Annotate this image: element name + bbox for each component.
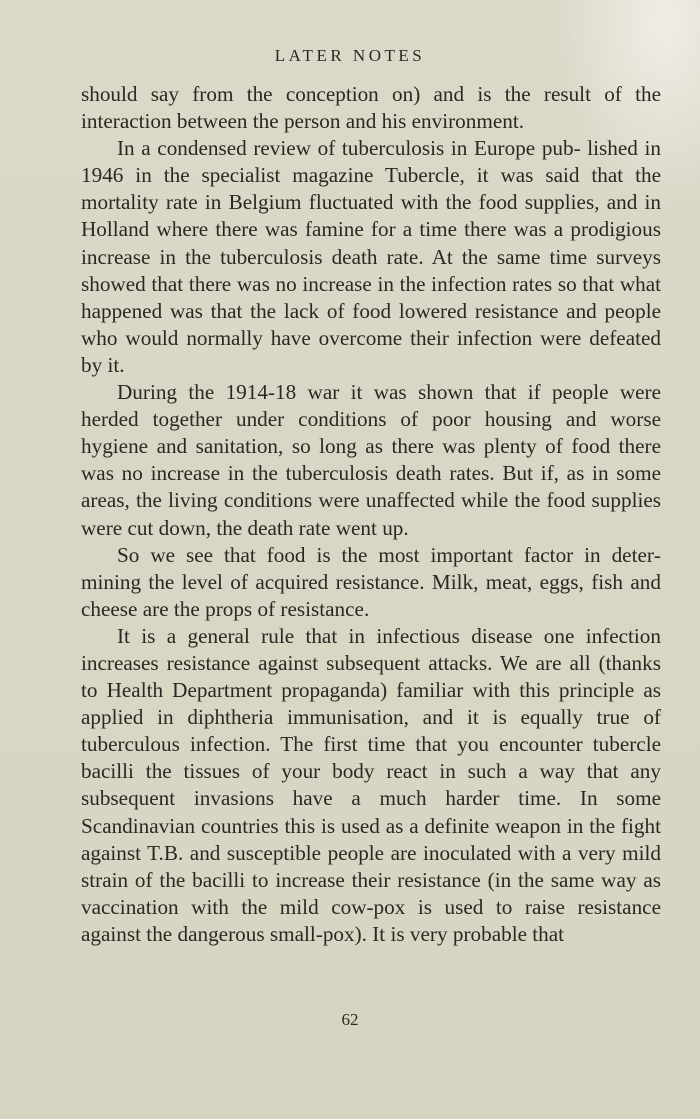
body-text (81, 81, 661, 948)
paragraph-food-resistance: So we see that food is the most important factor in deter‐ mining the level of acquired resistance. Milk, meat, eggs, fish and cheese are the props of resistance. (81, 542, 661, 621)
paragraph-infection-resistance: It is a general rule that in infectious disease one infection increases resistance against subsequent attacks. We are all (thanks to Health Department propaganda) familiar with this principle as applied in diphtheria immunisation, and it is equally true of tuberculous infection. The first time that you encounter tubercle bacilli the tissues of your body react in such a way that any subsequent invasions have a much harder time. In some Scandinavian countries this is used as a definite weapon in the fight against T.B. and susceptible people are inoculated with a very mild strain of the bacilli to increase their resistance (in the same way as vaccination with the mild cow‐pox is used to raise resistance against the dangerous small‐pox). It is very probable that (81, 623, 661, 946)
paragraph-tuberculosis-europe: In a condensed review of tuberculosis in Europe pub‐ lished in 1946 in the specialist magazine Tubercle, it was said that the mortality rate in Belgium fluctuated with the food supplies, and in Holland where there was famine for a time there was a prodigious increase in the tuberculosis death rate. At the same time surveys showed that there was no increase in the infection rates so that what happened was that the lack of food lowered resistance and people who would normally have overcome their infection were defeated by it. (81, 136, 661, 377)
paragraph-war-conditions: During the 1914‐18 war it was shown that if people were herded together under conditions of poor housing and worse hygiene and sanitation, so long as there was plenty of food there was no increase in the tuberculosis death rates. But if, as in some areas, the living conditions were unaffected while the food supplies were cut down, the death rate went up. (81, 380, 661, 540)
running-head: LATER NOTES (274, 46, 426, 65)
page-number: 62 (341, 1010, 359, 1029)
paragraph-continuation: should say from the conception on) and is the result of the interaction between the person and his environment. (81, 82, 661, 134)
